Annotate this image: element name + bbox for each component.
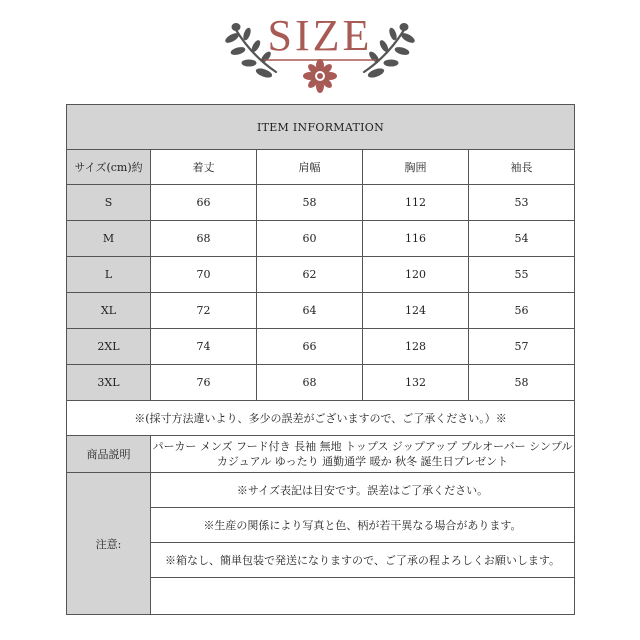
table-row — [67, 293, 575, 329]
size-header — [0, 0, 640, 100]
note-item: ※サイズ表記は目安です。誤差はご了承ください。 — [151, 473, 575, 508]
table-cell: 60 — [257, 221, 363, 257]
size-label: L — [67, 257, 151, 293]
table-cell: 53 — [469, 185, 575, 221]
table-cell: 62 — [257, 257, 363, 293]
table-cell: 116 — [363, 221, 469, 257]
table-cell: 58 — [257, 185, 363, 221]
table-cell: 70 — [151, 257, 257, 293]
column-header: 着丈 — [151, 150, 257, 185]
table-cell: 132 — [363, 365, 469, 401]
product-description-label: 商品説明 — [67, 436, 151, 473]
table-cell: 66 — [257, 329, 363, 365]
size-corner-label: サイズ(cm)約 — [67, 150, 151, 185]
size-label: XL — [67, 293, 151, 329]
table-cell: 68 — [151, 221, 257, 257]
measurement-note: ※(採寸方法違いより、多少の誤差がございますので、ご了承ください。）※ — [67, 401, 575, 436]
note-item: ※生産の関係により写真と色、柄が若干異なる場合があります。 — [151, 508, 575, 543]
note-item: ※箱なし、簡単包装で発送になりますので、ご了承の程よろしくお願いします。 — [151, 543, 575, 578]
item-information-header: ITEM INFORMATION — [67, 105, 575, 150]
table-cell: 66 — [151, 185, 257, 221]
table-row — [67, 221, 575, 257]
column-header: 肩幅 — [257, 150, 363, 185]
table-cell: 58 — [469, 365, 575, 401]
product-description: パーカー メンズ フード付き 長袖 無地 トップス ジップアップ プルオーバー シンプル カジュアル ゆったり 通勤通学 暖か 秋冬 誕生日プレゼント — [151, 436, 575, 473]
column-header: 胸囲 — [363, 150, 469, 185]
size-label: M — [67, 221, 151, 257]
size-table — [66, 104, 575, 615]
table-row — [67, 185, 575, 221]
table-cell: 74 — [151, 329, 257, 365]
table-cell: 64 — [257, 293, 363, 329]
table-row — [67, 257, 575, 293]
table-cell: 124 — [363, 293, 469, 329]
notes-label: 注意: — [67, 473, 151, 615]
size-label: S — [67, 185, 151, 221]
table-cell: 54 — [469, 221, 575, 257]
column-header: 袖長 — [469, 150, 575, 185]
table-cell: 112 — [363, 185, 469, 221]
table-row — [67, 365, 575, 401]
table-cell: 72 — [151, 293, 257, 329]
page-title: SIZE — [267, 11, 373, 60]
table-cell: 128 — [363, 329, 469, 365]
table-cell: 55 — [469, 257, 575, 293]
size-label: 3XL — [67, 365, 151, 401]
note-item-empty — [151, 578, 575, 615]
table-row — [67, 329, 575, 365]
table-cell: 56 — [469, 293, 575, 329]
table-cell: 68 — [257, 365, 363, 401]
table-cell: 76 — [151, 365, 257, 401]
table-cell: 57 — [469, 329, 575, 365]
size-label: 2XL — [67, 329, 151, 365]
table-cell: 120 — [363, 257, 469, 293]
